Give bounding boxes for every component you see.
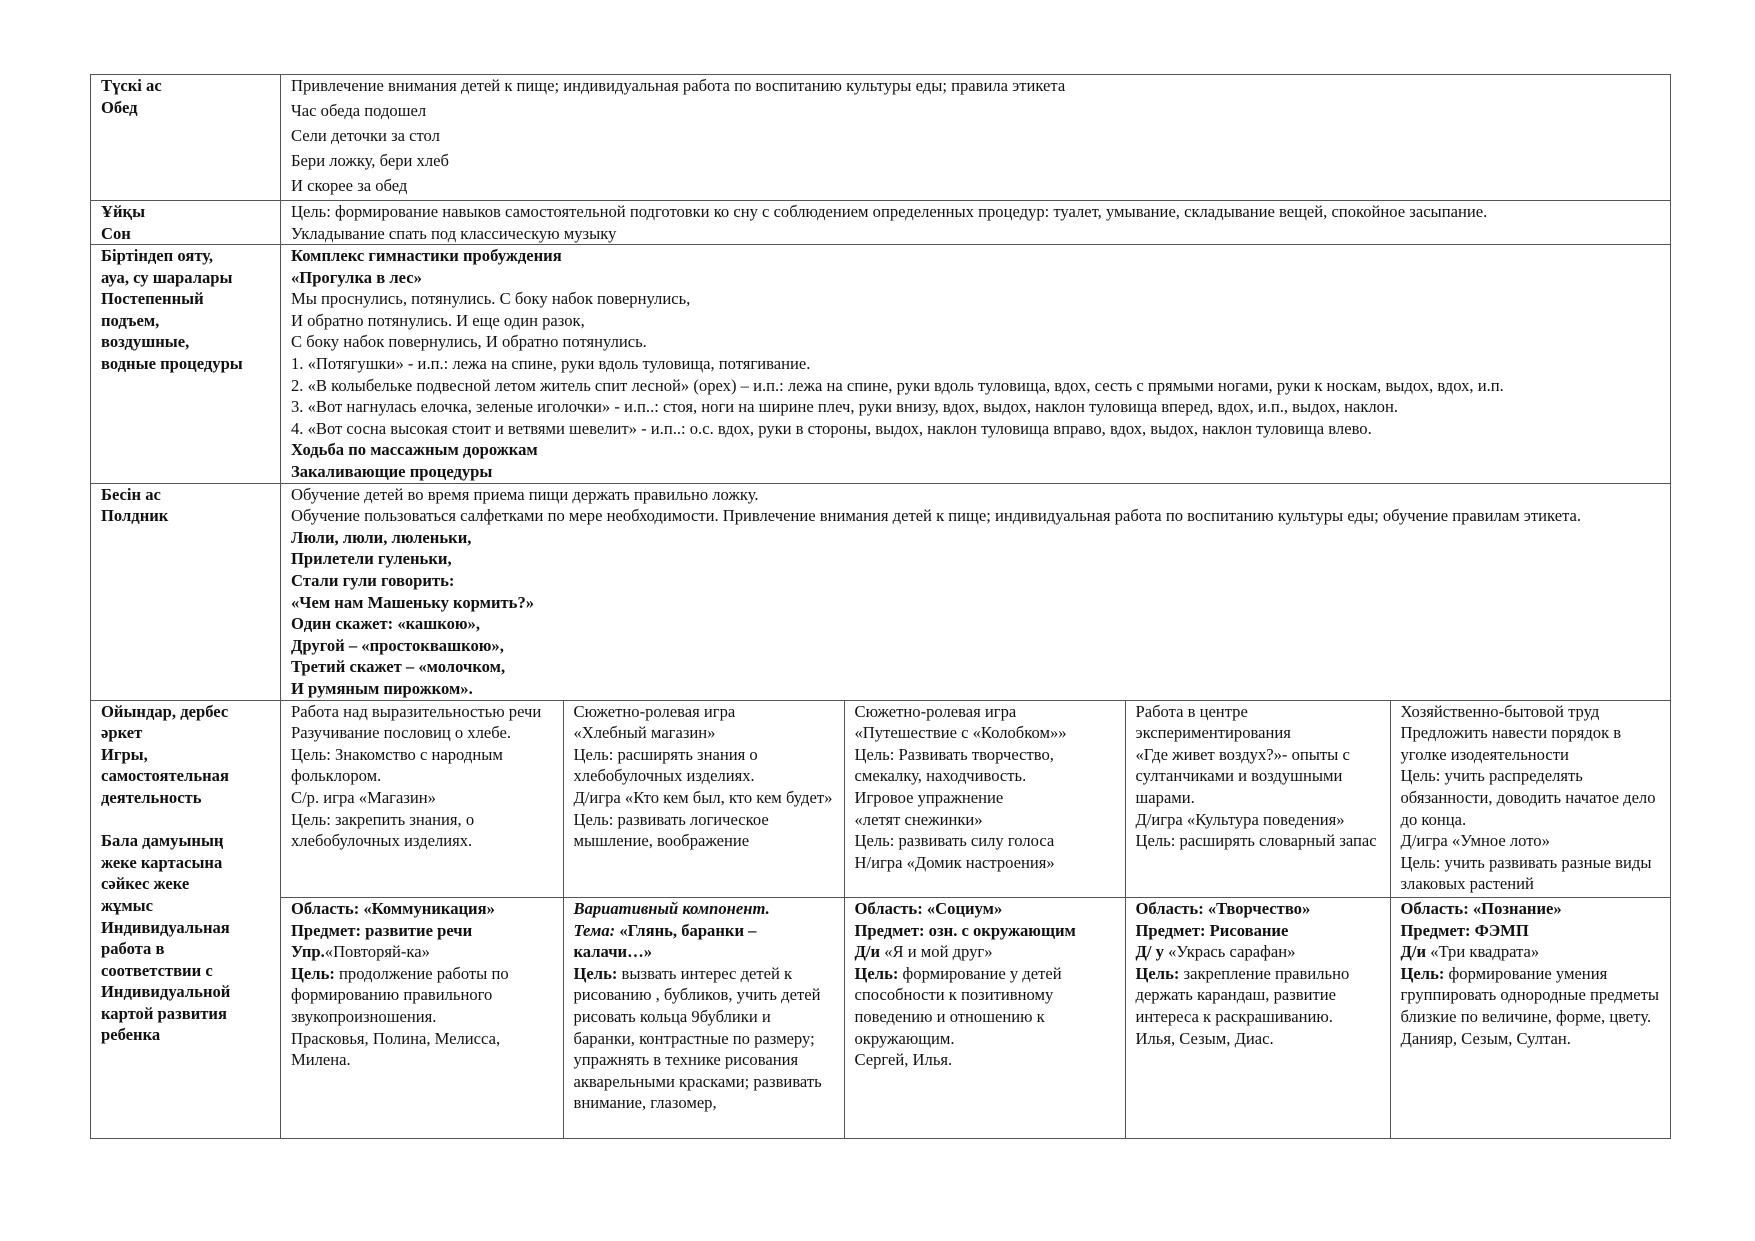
kids-names: Прасковья, Полина, Мелисса, Милена.: [291, 1028, 501, 1070]
games-label2-line: Индивидуальной: [101, 982, 231, 1002]
kids-names: Илья, Сезым, Диас.: [1135, 1028, 1274, 1048]
wakeup-label-line: Постепенный: [101, 289, 204, 309]
wakeup-line: 4. «Вот сосна высокая стоит и ветвями шевелит» - и.п..: о.с. вдох, руки в стороны, выдох, наклон туловища вправо, вдох, выдох, наклон туловища влево.: [291, 418, 1372, 438]
area-label: Область:: [854, 899, 927, 919]
wakeup-label-line: ауа, су шаралары: [101, 267, 233, 287]
poem-line: Люли, люли, люленьки,: [291, 527, 472, 547]
poem-line: Прилетели гуленьки,: [291, 549, 452, 569]
lunch-label: [91, 75, 281, 201]
game-value: «Три квадрата»: [1430, 942, 1540, 962]
kids-names: Сергей, Илья.: [854, 1050, 953, 1070]
schedule-document: [90, 74, 1670, 1139]
sleep-line: Укладывание спать под классическую музыку: [291, 223, 617, 243]
wakeup-label-line: воздушные,: [101, 332, 190, 352]
game-value: «Повторяй-ка»: [324, 942, 430, 962]
games-inner-table: [281, 701, 1671, 1138]
wakeup-line: 1. «Потягушки» - и.п.: лежа на спине, руки вдоль туловища, потягивание.: [291, 354, 811, 374]
wakeup-line: С боку набок повернулись, И обратно потянулись.: [291, 332, 647, 352]
lunch-content: [281, 75, 1671, 201]
activity-cell: [281, 701, 563, 898]
theme-value: «Глянь, баранки – калачи…»: [573, 920, 757, 962]
goal-value: закрепление правильно держать карандаш, развитие интереса к раскрашиванию.: [1135, 963, 1350, 1027]
lunch-line: И скорее за обед: [291, 175, 408, 195]
games-label2-line: жеке картасына: [101, 852, 223, 872]
games-label-line: Ойындар, дербес: [101, 701, 229, 721]
games-label-line: әркет: [101, 723, 143, 743]
game-label: Д/и: [854, 942, 885, 962]
schedule-table: [90, 74, 1671, 1139]
row-games: [91, 700, 1671, 1138]
poem-line: Один скажет: «кашкою»,: [291, 614, 481, 634]
individual-cell: [1125, 898, 1390, 1138]
games-label: [91, 700, 281, 1138]
goal-value: продолжение работы по формированию правильного звукопроизношения.: [291, 963, 509, 1027]
games-label2-line: сәйкес жеке: [101, 874, 190, 894]
individual-cell: [563, 898, 844, 1138]
wakeup-title: Комплекс гимнастики пробуждения: [291, 246, 562, 266]
game-label: Упр.: [291, 942, 325, 962]
row-snack: [91, 483, 1671, 700]
games-content: [281, 700, 1671, 1138]
activity-cell: [1125, 701, 1390, 898]
subject-label: Предмет:: [1135, 920, 1210, 940]
individual-cell: [281, 898, 563, 1138]
lunch-line: Сели деточки за стол: [291, 125, 440, 145]
subject-value: развитие речи: [365, 920, 473, 940]
subject-value: Рисование: [1209, 920, 1289, 940]
game-value: «Я и мой друг»: [884, 942, 993, 962]
individual-cell: [844, 898, 1125, 1138]
lunch-line: Привлечение внимания детей к пище; индивидуальная работа по воспитанию культуры еды; правила этикета: [291, 76, 1066, 95]
area-value: «Творчество»: [1207, 899, 1311, 919]
row-wakeup: [91, 245, 1671, 484]
activities-row: [281, 701, 1671, 898]
game-label: Д/и: [1400, 942, 1431, 962]
row-lunch: [91, 75, 1671, 201]
wakeup-line: И обратно потянулись. И еще один разок,: [291, 310, 585, 330]
games-label2-line: картой развития: [101, 1003, 227, 1023]
activity-text: Хозяйственно-бытовой труд Предложить навести порядок в уголке изодеятельности Цель: учить распределять обязанности, доводить начатое дело до конца. Д/игра «Умное лото» Цель: учить развивать разные виды злаковых растений: [1400, 701, 1656, 894]
area-value: «Социум»: [926, 899, 1003, 919]
wakeup-content: [281, 245, 1671, 484]
wakeup-label-line: Біртіндеп ояту,: [101, 246, 214, 266]
activity-cell: [563, 701, 844, 898]
snack-line: Обучение пользоваться салфетками по мере необходимости. Привлечение внимания детей к пище; индивидуальная работа по воспитанию культуры еды; обучение правилам этикета.: [291, 506, 1582, 526]
subject-value: озн. с окружающим: [928, 920, 1076, 940]
theme-label: Тема:: [573, 920, 620, 940]
goal-label: Цель:: [1400, 963, 1445, 983]
game-value: «Укрась сарафан»: [1168, 942, 1296, 962]
wakeup-label: [91, 245, 281, 484]
activity-cell: [1390, 701, 1671, 898]
snack-label-ru: Полдник: [101, 506, 169, 526]
activity-text: Работа в центре экспериментирования «Где живет воздух?»- опыты с султанчиками и воздушными шарами. Д/игра «Культура поведения» Цель: расширять словарный запас: [1135, 701, 1377, 851]
games-label2-line: ребенка: [101, 1025, 161, 1045]
goal-label: Цель:: [854, 963, 899, 983]
games-label-line: Игры,: [101, 744, 148, 764]
snack-line: Обучение детей во время приема пищи держать правильно ложку.: [291, 484, 759, 504]
subject-label: Предмет:: [291, 920, 366, 940]
area-value: «Познание»: [1472, 899, 1562, 919]
wakeup-label-line: водные процедуры: [101, 354, 243, 374]
kids-names: Данияр, Сезым, Султан.: [1400, 1028, 1571, 1048]
lunch-line: Час обеда подошел: [291, 100, 427, 120]
label-gap: [101, 809, 270, 831]
wakeup-subtitle: «Прогулка в лес»: [291, 267, 422, 287]
sleep-label: [91, 200, 281, 244]
area-label: Область:: [1135, 899, 1208, 919]
lunch-label-ru: Обед: [101, 97, 138, 117]
subject-label: Предмет:: [854, 920, 929, 940]
games-label2-line: соответствии с: [101, 960, 213, 980]
sleep-label-ru: Сон: [101, 223, 131, 243]
poem-line: И румяным пирожком».: [291, 678, 473, 698]
activity-text: Работа над выразительностью речи Разучивание пословиц о хлебе. Цель: Знакомство с народным фольклором. С/р. игра «Магазин» Цель: закрепить знания, о хлебобулочных изделиях.: [291, 701, 542, 851]
row-sleep: [91, 200, 1671, 244]
activity-text: Сюжетно-ролевая игра «Хлебный магазин» Цель: расширять знания о хлебобулочных изделиях. Д/игра «Кто кем был, кто кем будет» Цель: развивать логическое мышление, воображение: [573, 701, 833, 851]
area-label: Область:: [1400, 899, 1473, 919]
snack-content: [281, 483, 1671, 700]
variative-label: Вариативный компонент.: [573, 899, 770, 919]
snack-label: [91, 483, 281, 700]
snack-label-kz: Бесін ас: [101, 484, 161, 504]
area-label: Область:: [291, 899, 364, 919]
subject-label: Предмет:: [1400, 920, 1475, 940]
sleep-line: Цель: формирование навыков самостоятельной подготовки ко сну с соблюдением определенных процедур: туалет, умывание, складывание вещей, спокойное засыпание.: [291, 201, 1488, 221]
wakeup-footer: Ходьба по массажным дорожкам: [291, 440, 538, 460]
games-label2-line: Индивидуальная: [101, 917, 230, 937]
sleep-label-kz: Ұйқы: [101, 201, 146, 221]
activity-text: Сюжетно-ролевая игра «Путешествие с «Колобком»» Цель: Развивать творчество, смекалку, находчивость. Игровое упражнение «летят снежинки» Цель: развивать силу голоса Н/игра «Домик настроения»: [854, 701, 1067, 872]
subject-value: ФЭМП: [1474, 920, 1529, 940]
poem-line: Третий скажет – «молочком,: [291, 657, 506, 677]
area-value: «Коммуникация»: [363, 899, 495, 919]
wakeup-line: 2. «В колыбельке подвесной летом житель спит лесной» (орех) – и.п.: лежа на спине, руки вдоль туловища, вдох, сесть с прямыми ногами, руки к носкам, выдох, вдох, и.п.: [291, 375, 1504, 395]
individual-cell: [1390, 898, 1671, 1138]
activity-cell: [844, 701, 1125, 898]
goal-label: Цель:: [1135, 963, 1180, 983]
goal-label: Цель:: [291, 963, 335, 983]
games-label-line: деятельность: [101, 787, 202, 807]
lunch-line: Бери ложку, бери хлеб: [291, 150, 449, 170]
games-label-line: самостоятельная: [101, 766, 229, 786]
goal-value: вызвать интерес детей к рисованию , бубликов, учить детей рисовать кольца 9бублики и баранки, контрастные по размеру; упражнять в технике рисования акварельными красками; развивать внимание, глазомер,: [573, 963, 822, 1113]
games-label2-line: Бала дамуының: [101, 831, 224, 851]
poem-line: Стали гули говорить:: [291, 571, 455, 591]
poem-line: «Чем нам Машеньку кормить?»: [291, 592, 535, 612]
games-label2-line: работа в: [101, 939, 165, 959]
individual-row: [281, 898, 1671, 1138]
lunch-label-kz: Түскі ас: [101, 76, 162, 95]
wakeup-footer: Закаливающие процедуры: [291, 462, 493, 482]
wakeup-line: 3. «Вот нагнулась елочка, зеленые иголочки» - и.п..: стоя, ноги на ширине плеч, руки внизу, вдох, выдох, наклон туловища вперед, вдох, и.п., выдох, наклон.: [291, 397, 1398, 417]
sleep-content: [281, 200, 1671, 244]
goal-value: формирование умения группировать однородные предметы близкие по величине, форме, цвету.: [1400, 963, 1660, 1027]
game-label: Д/ у: [1135, 942, 1169, 962]
wakeup-line: Мы проснулись, потянулись. С боку набок повернулись,: [291, 289, 691, 309]
goal-label: Цель:: [573, 963, 618, 983]
poem-line: Другой – «простоквашкою»,: [291, 635, 504, 655]
goal-value: формирование у детей способности к позитивному поведению и отношению к окружающим.: [854, 963, 1062, 1048]
wakeup-label-line: подъем,: [101, 310, 160, 330]
games-label2-line: жұмыс: [101, 895, 153, 915]
